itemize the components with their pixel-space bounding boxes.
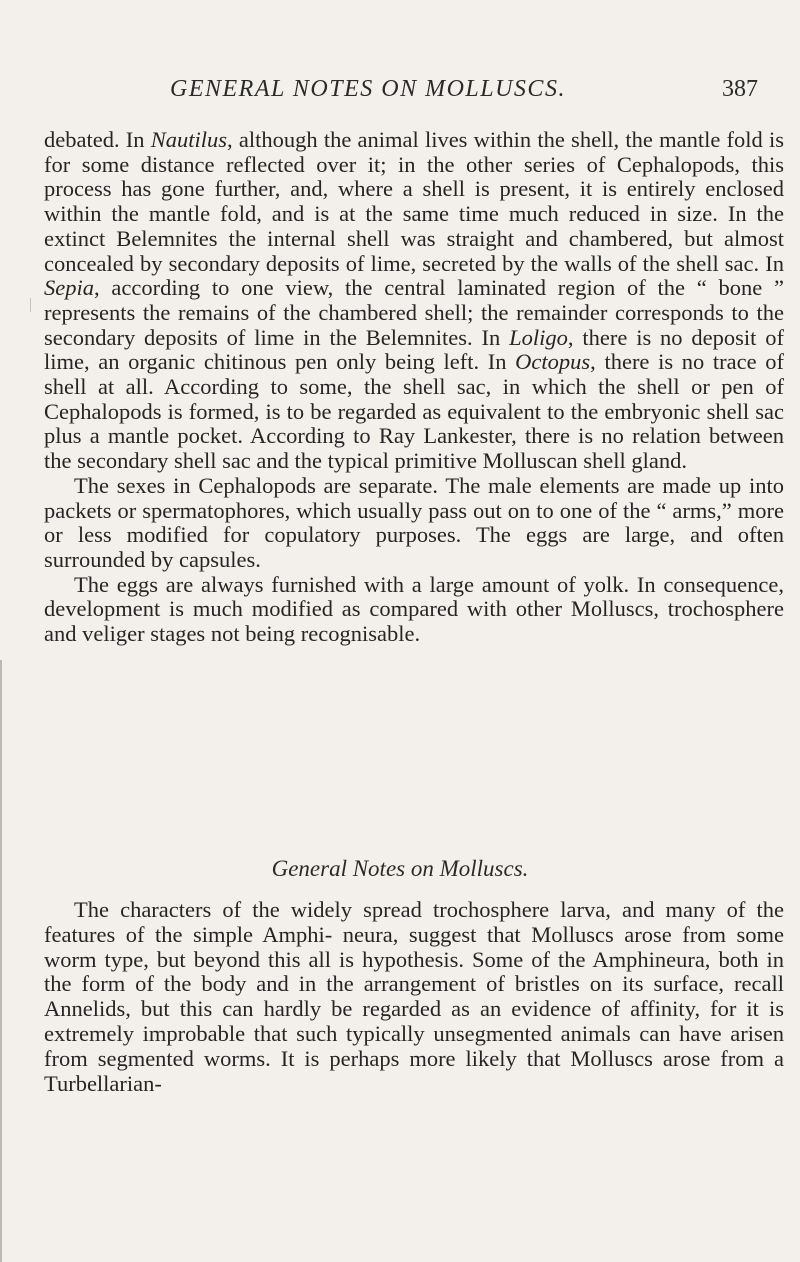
italic-term: Sepia bbox=[44, 275, 94, 301]
text-run: , there is no deposit of lime, an organic chitinous pen only being left. In bbox=[44, 324, 784, 375]
text-run: , although the animal lives within the shell, the mantle fold is for some distance reflected over it; in the other series of Cephalopods, this process has gone further, and, where a shell is present, it is entirely enclosed within the mantle fold, and is at the same time much reduced in size. In the extinct Belemnites the internal shell was straight and chambered, but almost concealed by secondary deposits of lime, secreted by the walls of the shell sac. In bbox=[44, 127, 784, 276]
paragraph bbox=[44, 128, 784, 474]
text-run: , there is no trace of shell at all. According to some, the shell sac, in which the shell or pen of Cephalopods is formed, is to be regarded as equivalent to the embryonic shell sac plus a mantle pocket. According to Ray Lankester, there is no relation between the secondary shell sac and the typical primitive Molluscan shell gland. bbox=[44, 349, 785, 474]
page-mark bbox=[30, 298, 31, 312]
italic-term: Loligo bbox=[509, 324, 568, 350]
paragraph bbox=[44, 573, 784, 647]
page-number: 387 bbox=[722, 76, 758, 102]
main-text bbox=[44, 128, 784, 647]
italic-term: Octopus bbox=[515, 349, 591, 375]
running-title: GENERAL NOTES ON MOLLUSCS. bbox=[170, 76, 566, 102]
section-text bbox=[44, 898, 784, 1096]
text-run: The sexes in Cephalopods are separate. The male elements are made up into packets or spermatophores, which usually pass out on to one of the “ arms,” more or less modified for copulatory purposes. The eggs are large, and often surrounded by capsules. bbox=[44, 472, 784, 572]
text-run: The eggs are always furnished with a large amount of yolk. In consequence, development is much modified as compared with other Molluscs, trochosphere and veliger stages not being recognisable. bbox=[44, 571, 784, 647]
text-run: debated. In bbox=[44, 127, 151, 152]
running-head bbox=[0, 76, 800, 106]
paragraph bbox=[44, 474, 784, 573]
text-run: , according to one view, the central laminated region of the “ bone ” represents the remains of the chambered shell; the remainder corresponds to the secondary deposits of lime in the Belemnites. In bbox=[44, 275, 784, 350]
page-edge-shadow bbox=[0, 660, 2, 1262]
section-heading: General Notes on Molluscs. bbox=[271, 856, 529, 881]
italic-term: Nautilus bbox=[150, 127, 228, 152]
section-paragraph: The characters of the widely spread trochosphere larva, and many of the features of the simple Amphi- neura, suggest that Molluscs arose from some worm type, but beyond this all is hypothesis. Some of the Amphineura, both in the form of the body and in the arrangement of bristles on its surface, recall Annelids, but this can hardly be regarded as an evidence of affinity, for it is extremely improbable that such typically unsegmented animals can have arisen from segmented worms. It is perhaps more likely that Molluscs arose from a Turbellarian- bbox=[44, 897, 784, 1096]
